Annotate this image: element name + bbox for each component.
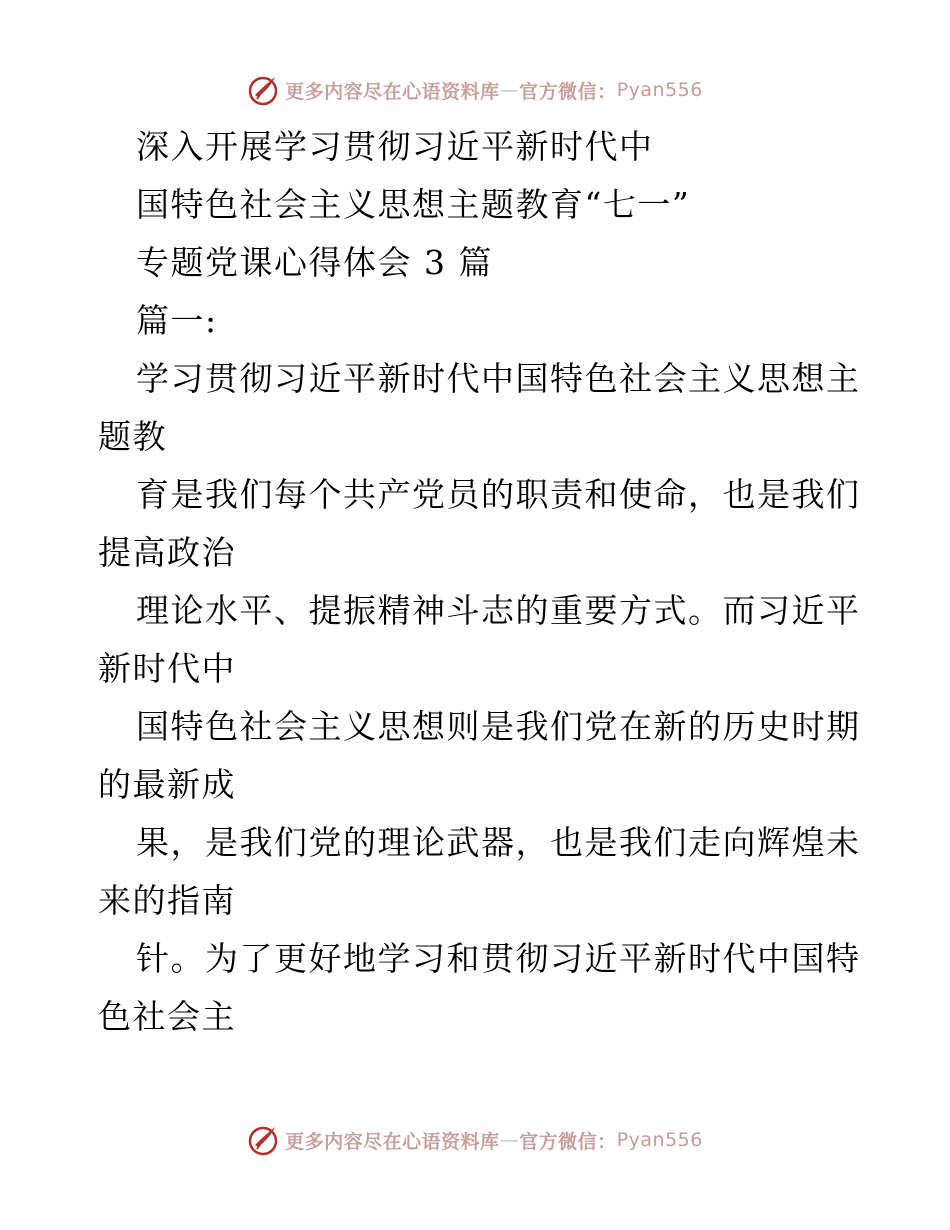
paragraph-line: 的最新成	[98, 765, 236, 804]
banner-text: 更多内容尽在心语资料库	[285, 80, 500, 103]
quill-logo-icon	[247, 1123, 281, 1157]
banner-dash: —	[499, 1129, 520, 1151]
paragraph-line: 色社会主	[98, 997, 236, 1036]
paragraph-line: 新时代中	[98, 649, 236, 688]
paragraph-line: 学习贯彻习近平新时代中国特色社会主义思想主	[136, 359, 861, 398]
paragraph-line: 题教	[98, 417, 167, 456]
title-line-1: 深入开展学习贯彻习近平新时代中	[136, 127, 654, 166]
paragraph-line: 提高政治	[98, 533, 236, 572]
paragraph-line: 果，是我们党的理论武器，也是我们走向辉煌未	[136, 823, 861, 862]
section-heading: 篇一:	[136, 301, 218, 340]
paragraph-line: 育是我们每个共产党员的职责和使命，也是我们	[136, 475, 861, 514]
quill-logo-icon	[247, 73, 281, 107]
paragraph-line: 国特色社会主义思想则是我们党在新的历史时期	[136, 707, 861, 746]
paragraph-line: 来的指南	[98, 881, 236, 920]
banner-text: 更多内容尽在心语资料库	[285, 1130, 500, 1153]
title-line-2: 国特色社会主义思想主题教育“七一”	[136, 185, 691, 224]
paragraph-line: 理论水平、提振精神斗志的重要方式。而习近平	[136, 591, 861, 630]
banner-wechat-label: 官方微信：	[519, 1130, 617, 1153]
footer-banner	[0, 1120, 950, 1160]
header-banner	[0, 70, 950, 110]
banner-dash: —	[499, 79, 520, 101]
title-line-3: 专题党课心得体会 3 篇	[136, 243, 493, 282]
banner-wechat-id: Pyan556	[616, 1129, 703, 1151]
banner-wechat-label: 官方微信：	[519, 80, 617, 103]
document-body	[98, 118, 861, 1046]
paragraph-line: 针。为了更好地学习和贯彻习近平新时代中国特	[136, 939, 861, 978]
banner-wechat-id: Pyan556	[616, 79, 703, 101]
